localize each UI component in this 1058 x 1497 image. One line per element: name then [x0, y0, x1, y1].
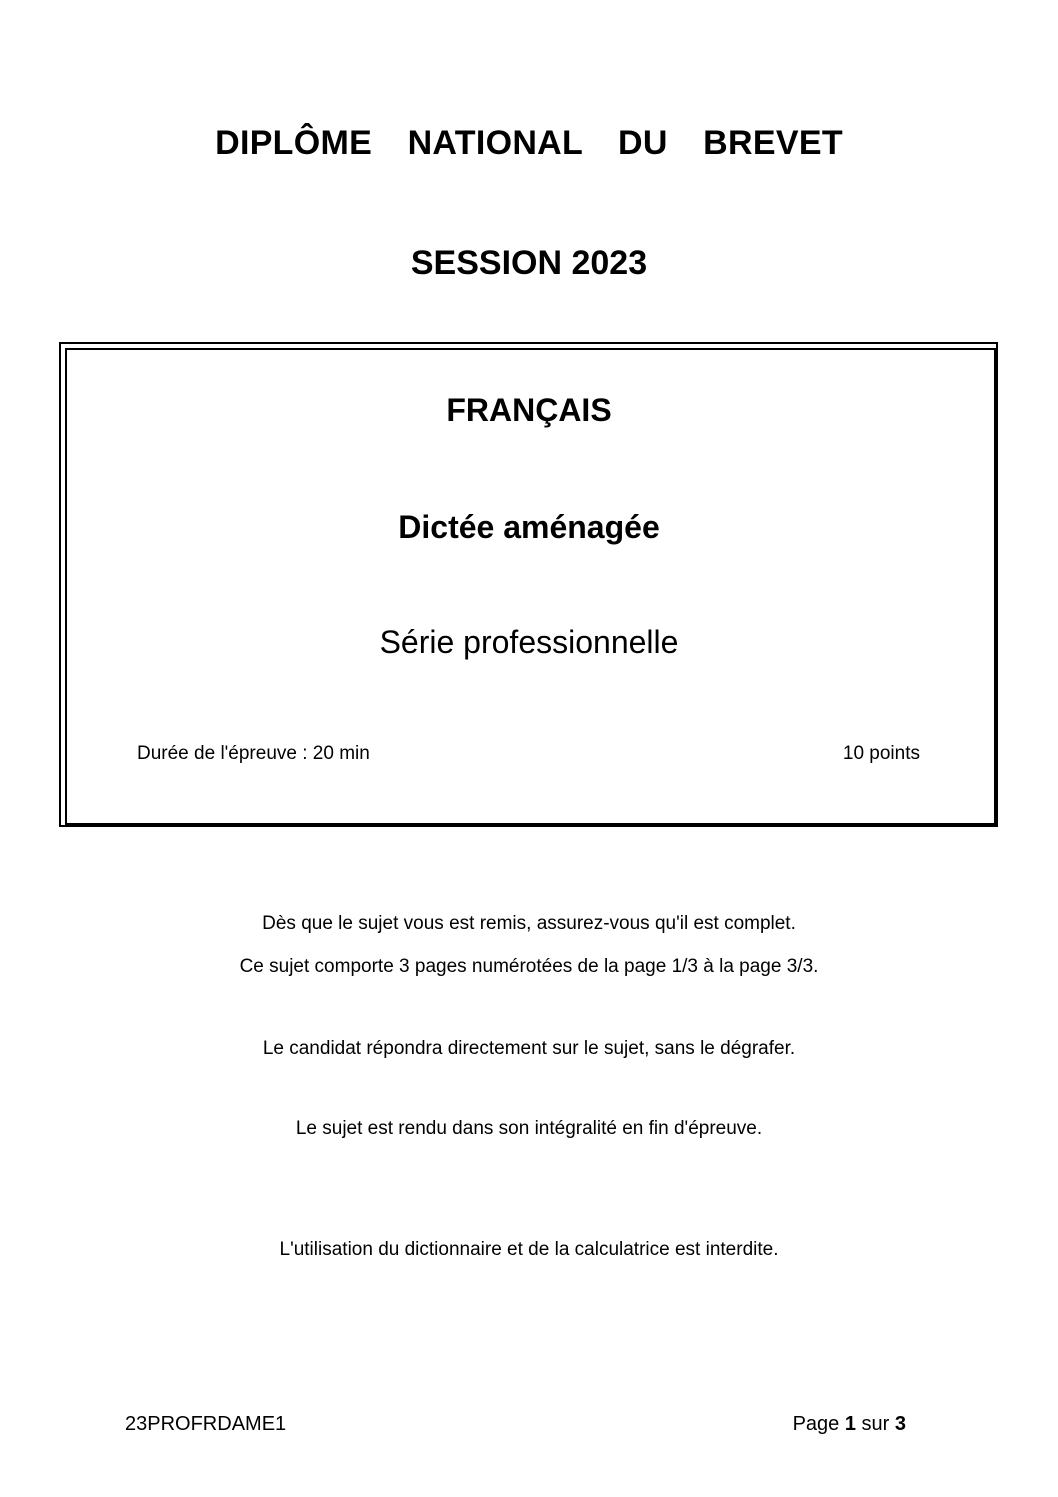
instruction-line: L'utilisation du dictionnaire et de la calculatrice est interdite. [279, 1239, 779, 1260]
exam-points: 10 points [842, 743, 920, 764]
page-title: DIPLÔME NATIONAL DU BREVET [215, 124, 843, 162]
instruction-line: Le sujet est rendu dans son intégralité en fin d'épreuve. [295, 1118, 763, 1139]
page-separator: sur [855, 1413, 895, 1435]
page-prefix: Page [792, 1413, 845, 1435]
subject-title: FRANÇAIS [446, 392, 612, 428]
page-total: 3 [894, 1413, 906, 1435]
instruction-line: Ce sujet comporte 3 pages numérotées de la page 1/3 à la page 3/3. [239, 956, 819, 977]
session-heading: SESSION 2023 [410, 244, 648, 282]
exam-duration: Durée de l'épreuve : 20 min [137, 743, 370, 764]
instruction-line: Le candidat répondra directement sur le sujet, sans le dégrafer. [262, 1038, 796, 1059]
exam-type: Dictée aménagée [398, 509, 660, 545]
page-current: 1 [844, 1413, 856, 1435]
instruction-line: Dès que le sujet vous est remis, assurez-vous qu'il est complet. [262, 913, 796, 934]
page-number [793, 1413, 906, 1436]
exam-series: Série professionnelle [379, 624, 679, 660]
document-code: 23PROFRDAME1 [125, 1413, 287, 1435]
